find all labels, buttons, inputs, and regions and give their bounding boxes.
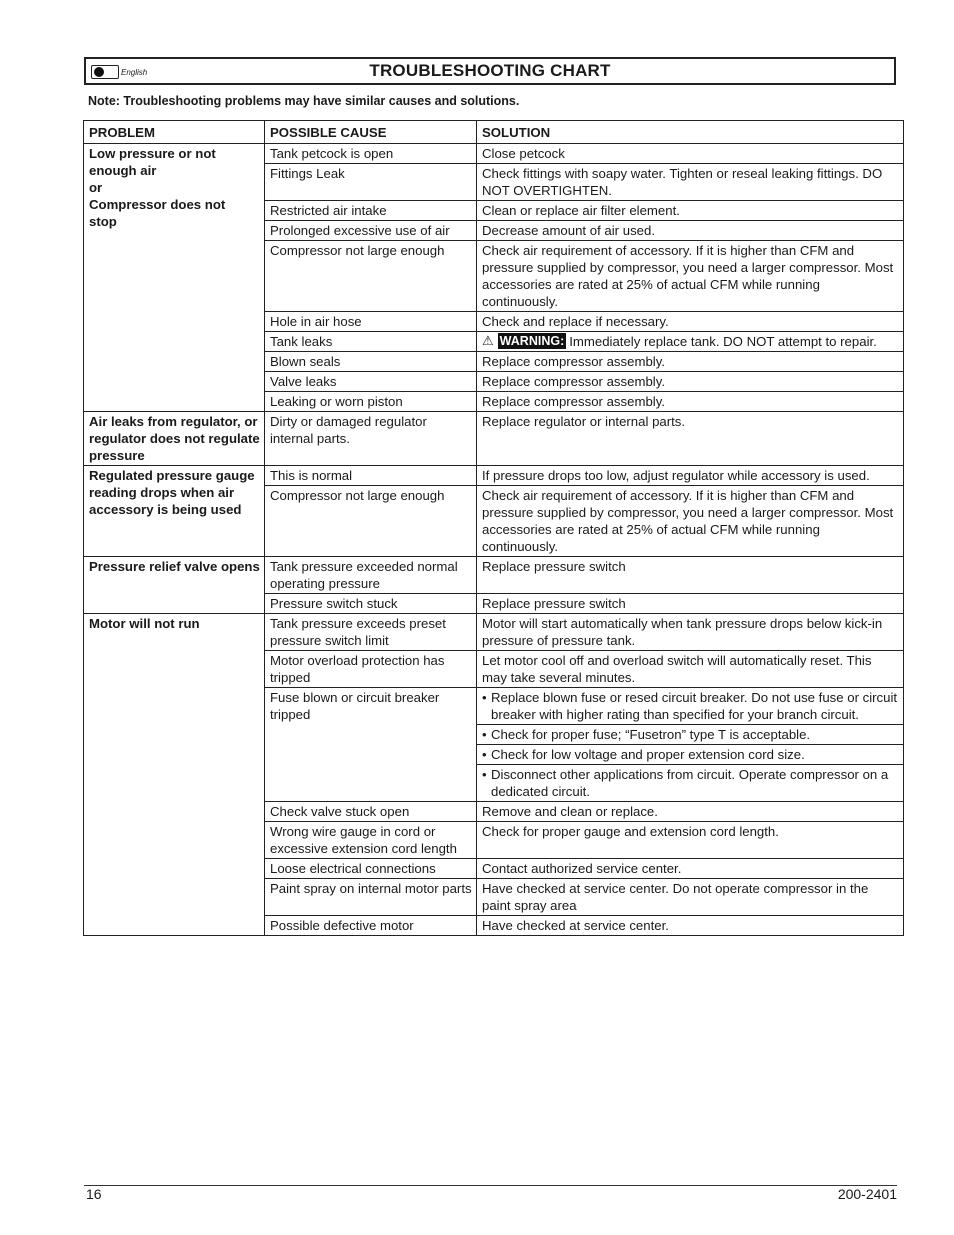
bullet-item — [482, 726, 899, 743]
cause-cell: Loose electrical connections — [265, 859, 477, 879]
solution-cell — [477, 765, 904, 802]
solution-cell — [477, 466, 904, 486]
cause-cell: Tank petcock is open — [265, 144, 477, 164]
solution-cell — [477, 594, 904, 614]
table-row — [84, 466, 904, 486]
problem-cell — [84, 144, 265, 412]
solution-text: Disconnect other applications from circuit. Operate compressor on a dedicated circuit. — [491, 767, 889, 799]
cause-cell: Dirty or damaged regulator internal parts. — [265, 412, 477, 466]
solution-cell — [477, 221, 904, 241]
bullet-char: • — [482, 747, 487, 762]
language-label: English — [121, 67, 148, 77]
solution-text: Check and replace if necessary. — [482, 314, 669, 329]
solution-text: Check for proper fuse; “Fusetron” type T is acceptable. — [491, 727, 811, 742]
cause-cell: Check valve stuck open — [265, 802, 477, 822]
problem-text: Air leaks from regulator, or regulator does not regulate pressure — [89, 414, 260, 463]
table-row — [84, 557, 904, 594]
bullet-char: • — [482, 727, 487, 742]
cause-cell: Wrong wire gauge in cord or excessive extension cord length — [265, 822, 477, 859]
solution-text: Motor will start automatically when tank pressure drops below kick-in pressure of pressure tank. — [482, 616, 883, 648]
footer-rule — [84, 1185, 897, 1186]
solution-cell — [477, 201, 904, 221]
header-problem: PROBLEM — [84, 121, 265, 144]
problem-text: Low pressure or not enough air or Compressor does not stop — [89, 146, 226, 229]
solution-cell — [477, 144, 904, 164]
solution-cell — [477, 332, 904, 352]
cause-cell: Restricted air intake — [265, 201, 477, 221]
table-row — [84, 614, 904, 651]
problem-text: Motor will not run — [89, 616, 200, 631]
cause-cell: Motor overload protection has tripped — [265, 651, 477, 688]
solution-cell — [477, 879, 904, 916]
document-number: 200-2401 — [837, 1186, 897, 1202]
solution-text: Replace blown fuse or resed circuit breaker. Do not use fuse or circuit breaker with higher rating than specified for your branch circuit. — [491, 690, 898, 722]
page-number: 16 — [86, 1186, 102, 1202]
warning-label: WARNING: — [499, 334, 565, 348]
solution-text: Replace pressure switch — [482, 596, 626, 611]
solution-text: Clean or replace air filter element. — [482, 203, 680, 218]
cause-cell: Leaking or worn piston — [265, 392, 477, 412]
solution-text: Let motor cool off and overload switch will automatically reset. This may take several minutes. — [482, 653, 872, 685]
solution-text: Have checked at service center. Do not operate compressor in the paint spray area — [482, 881, 869, 913]
solution-cell — [477, 412, 904, 466]
solution-cell — [477, 725, 904, 745]
solution-text: Contact authorized service center. — [482, 861, 682, 876]
solution-cell — [477, 688, 904, 725]
cause-cell: Fittings Leak — [265, 164, 477, 201]
header-box — [84, 57, 896, 85]
bullet-char: • — [482, 767, 487, 782]
problem-text: Regulated pressure gauge reading drops when air accessory is being used — [89, 468, 255, 517]
solution-cell — [477, 164, 904, 201]
solution-cell — [477, 392, 904, 412]
solution-text: Replace compressor assembly. — [482, 374, 665, 389]
header-solution: SOLUTION — [477, 121, 904, 144]
cause-cell: Tank leaks — [265, 332, 477, 352]
solution-text: Replace compressor assembly. — [482, 354, 665, 369]
cause-cell: Blown seals — [265, 352, 477, 372]
solution-text: Check for proper gauge and extension cord length. — [482, 824, 779, 839]
warning-triangle-icon: ⚠ — [482, 333, 494, 348]
cause-cell: Fuse blown or circuit breaker tripped — [265, 688, 477, 802]
solution-cell — [477, 241, 904, 312]
header-possible-cause: POSSIBLE CAUSE — [265, 121, 477, 144]
solution-cell — [477, 802, 904, 822]
solution-text: Replace regulator or internal parts. — [482, 414, 686, 429]
solution-text: Check for low voltage and proper extension cord size. — [491, 747, 805, 762]
bullet-char: • — [482, 690, 487, 705]
solution-text: Check air requirement of accessory. If it is higher than CFM and pressure supplied by compressor, you need a larger compressor. Most accessories are rated at 25% of actual CFM while running continuously. — [482, 243, 894, 309]
bullet-item — [482, 766, 899, 800]
solution-cell — [477, 916, 904, 936]
troubleshooting-table — [83, 120, 904, 936]
note-text: Note: Troubleshooting problems may have similar causes and solutions. — [88, 94, 520, 108]
solution-cell — [477, 372, 904, 392]
solution-text: Replace compressor assembly. — [482, 394, 665, 409]
cause-cell: This is normal — [265, 466, 477, 486]
problem-text: Pressure relief valve opens — [89, 559, 260, 574]
cause-cell: Prolonged excessive use of air — [265, 221, 477, 241]
problem-cell — [84, 557, 265, 614]
solution-text: Decrease amount of air used. — [482, 223, 655, 238]
solution-cell — [477, 486, 904, 557]
table-header-row — [84, 121, 904, 144]
cause-cell: Valve leaks — [265, 372, 477, 392]
bullet-item — [482, 746, 899, 763]
problem-cell — [84, 466, 265, 557]
solution-cell — [477, 822, 904, 859]
solution-cell — [477, 859, 904, 879]
solution-text: Close petcock — [482, 146, 565, 161]
cause-cell: Pressure switch stuck — [265, 594, 477, 614]
cause-cell: Hole in air hose — [265, 312, 477, 332]
solution-text: Check air requirement of accessory. If it is higher than CFM and pressure supplied by compressor, you need a larger compressor. Most accessories are rated at 25% of actual CFM while running continuously. — [482, 488, 894, 554]
table-row — [84, 412, 904, 466]
solution-cell — [477, 557, 904, 594]
solution-cell — [477, 614, 904, 651]
table-row — [84, 144, 904, 164]
cause-cell: Possible defective motor — [265, 916, 477, 936]
problem-cell — [84, 412, 265, 466]
solution-text: Immediately replace tank. DO NOT attempt to repair. — [569, 334, 877, 349]
warning-block — [482, 333, 899, 350]
solution-text: Have checked at service center. — [482, 918, 669, 933]
page-title: TROUBLESHOOTING CHART — [369, 61, 611, 80]
solution-cell — [477, 352, 904, 372]
solution-text: Check fittings with soapy water. Tighten or reseal leaking fittings. DO NOT OVERTIGHTEN. — [482, 166, 883, 198]
cause-cell: Tank pressure exceeded normal operating pressure — [265, 557, 477, 594]
cause-cell: Compressor not large enough — [265, 241, 477, 312]
cause-cell: Tank pressure exceeds preset pressure switch limit — [265, 614, 477, 651]
problem-cell — [84, 614, 265, 936]
table-body — [84, 144, 904, 936]
solution-text: If pressure drops too low, adjust regulator while accessory is used. — [482, 468, 870, 483]
bullet-item — [482, 689, 899, 723]
solution-cell — [477, 651, 904, 688]
cause-cell: Paint spray on internal motor parts — [265, 879, 477, 916]
solution-text: Replace pressure switch — [482, 559, 626, 574]
solution-cell — [477, 745, 904, 765]
solution-text: Remove and clean or replace. — [482, 804, 658, 819]
cause-cell: Compressor not large enough — [265, 486, 477, 557]
solution-cell — [477, 312, 904, 332]
